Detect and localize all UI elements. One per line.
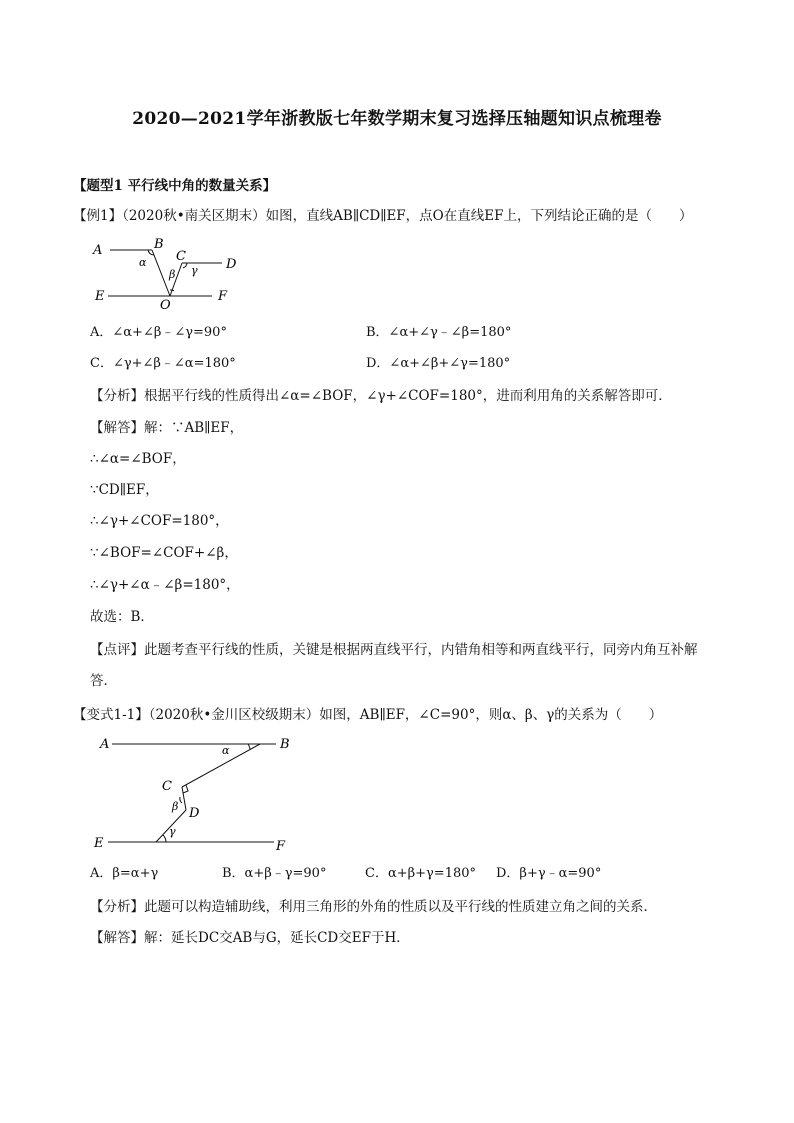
section-heading: 【题型1 平行线中角的数量关系】: [73, 178, 277, 194]
example1-solution-line-1: 【解答】解：∵AB∥EF，: [90, 420, 244, 436]
fig1-label-alpha: α: [139, 256, 147, 269]
example1-figure: [90, 238, 240, 310]
example1-solution-line-6: ∴∠γ+∠α﹣∠β=180°，: [90, 577, 240, 593]
fig1-label-D: D: [226, 257, 237, 272]
fig2-label-B: B: [280, 737, 290, 752]
fig1-label-O: O: [160, 298, 171, 310]
fig2-label-D: D: [189, 806, 200, 821]
fig2-label-gamma: γ: [169, 825, 176, 838]
example1-option-b: B．∠α+∠γ﹣∠β=180°: [366, 325, 512, 340]
example1-comment-line-2: 答．: [90, 673, 117, 689]
example1-analysis: 【分析】根据平行线的性质得出∠α=∠BOF，∠γ+∠COF=180°，进而利用角的关系解答即可．: [90, 388, 672, 404]
example1-comment-line-1: 【点评】此题考查平行线的性质，关键是根据两直线平行，内错角相等和两直线平行，同旁内角互补解: [90, 642, 698, 658]
variant1-analysis: 【分析】此题可以构造辅助线，利用三角形的外角的性质以及平行线的性质建立角之间的关系．: [90, 899, 657, 915]
example1-solution-line-2: ∴∠α=∠BOF，: [90, 451, 186, 467]
fig1-label-gamma: γ: [191, 264, 198, 277]
example1-solution-line-5: ∵∠BOF=∠COF+∠β，: [90, 545, 238, 561]
fig2-label-C: C: [162, 779, 172, 794]
example1-question: 【例1】（2020秋•南关区期末）如图，直线AB∥CD∥EF，点O在直线EF上，下列结论正确的是（ ）: [73, 208, 693, 224]
example1-option-c: C．∠γ+∠β﹣∠α=180°: [90, 356, 236, 371]
example1-solution-line-3: ∵CD∥EF，: [90, 482, 159, 498]
page-title: 2020—2021学年浙教版七年数学期末复习选择压轴题知识点梳理卷: [132, 109, 662, 129]
fig2-label-F: F: [276, 839, 286, 851]
example1-option-a: A．∠α+∠β﹣∠γ=90°: [90, 325, 227, 340]
fig1-label-C: C: [176, 249, 186, 264]
variant1-figure: [90, 733, 300, 851]
variant1-question: 【变式1-1】（2020秋•金川区校级期末）如图，AB∥EF，∠C=90°，则α、β、γ的关系为（ ）: [73, 707, 663, 723]
variant1-solution: 【解答】解：延长DC交AB与G，延长CD交EF于H．: [90, 930, 410, 946]
fig2-label-A: A: [100, 737, 110, 752]
fig2-label-E: E: [94, 836, 104, 851]
fig1-label-beta: β: [169, 268, 176, 281]
variant1-option-d: D．β+γ﹣α=90°: [496, 866, 602, 881]
fig1-label-A: A: [93, 243, 103, 258]
variant1-option-a: A．β=α+γ: [90, 866, 159, 881]
example1-solution-line-4: ∴∠γ+∠COF=180°，: [90, 513, 229, 529]
example1-option-d: D．∠α+∠β+∠γ=180°: [366, 356, 511, 371]
fig1-label-F: F: [218, 289, 228, 304]
variant1-option-c: C．α+β+γ=180°: [365, 866, 477, 881]
example1-solution-line-7: 故选：B．: [90, 609, 154, 625]
fig2-label-beta: β: [172, 800, 179, 813]
fig2-label-alpha: α: [222, 744, 230, 757]
fig1-label-E: E: [95, 289, 105, 304]
fig1-label-B: B: [154, 238, 164, 252]
variant1-option-b: B．α+β﹣γ=90°: [222, 866, 327, 881]
